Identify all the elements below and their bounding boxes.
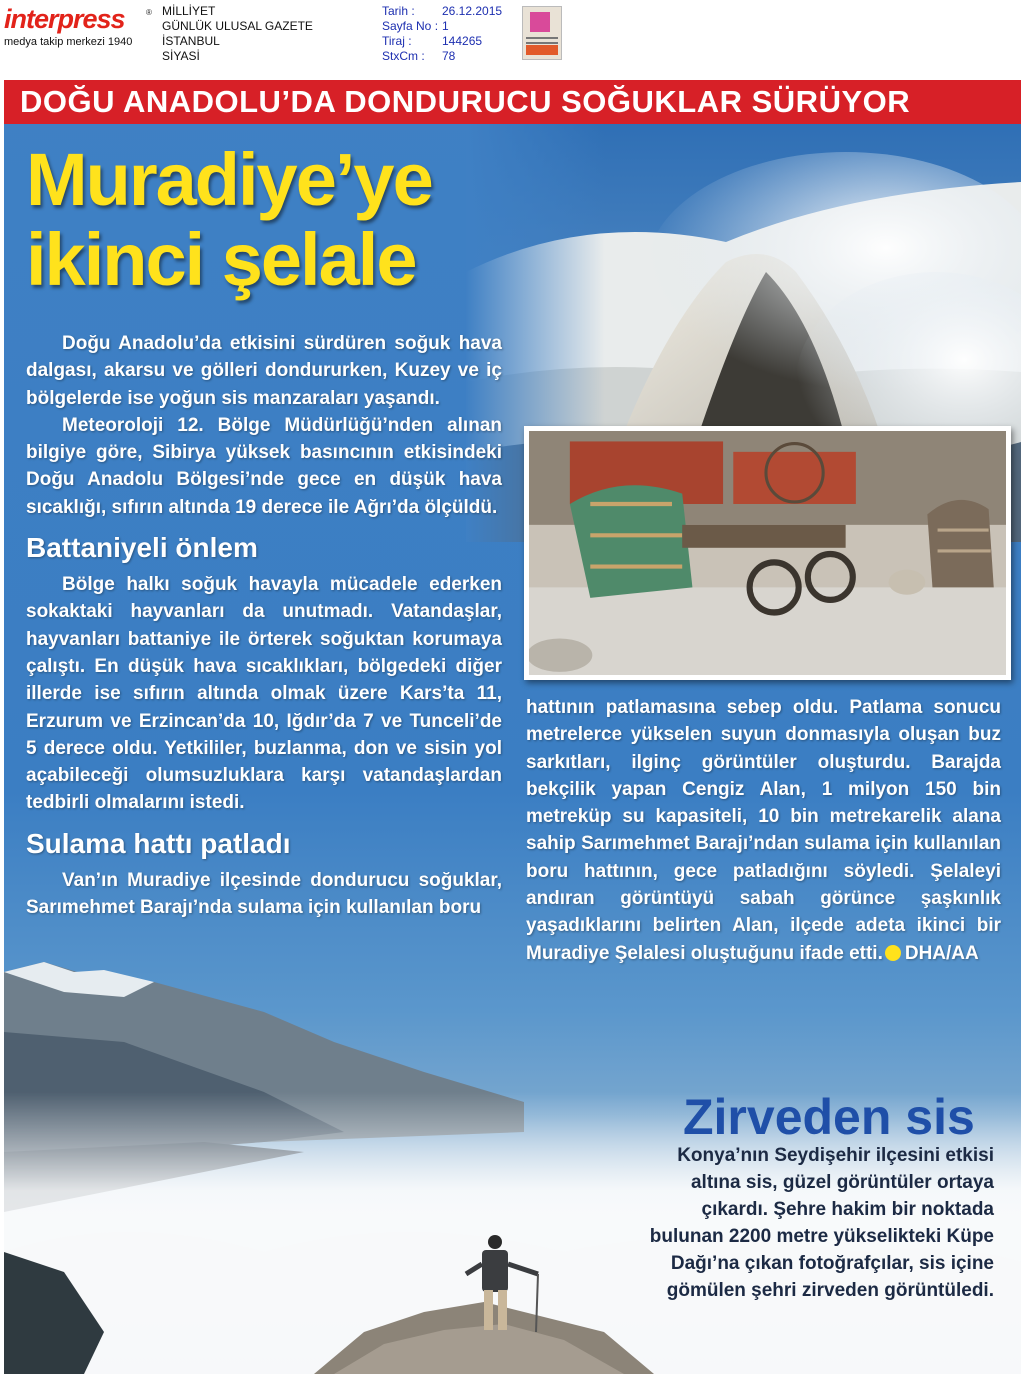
clipping-meta — [382, 4, 502, 64]
headline — [26, 140, 432, 300]
logo-registered-mark: ® — [146, 8, 152, 17]
publication-info — [162, 4, 313, 64]
paragraph-irrigation-text: hattının patlamasına sebep oldu. Patlama sonucu metrelerce yükselen suyun donmasıyla oluşan buz sarkıtları, ilginç görüntüler oluşturdu. Barajda bekçilik yapan Cengiz Alan, 1 milyon 150 bin metreküp su kapasiteli, 10 bin metrekarelik alana sahip Sarımehmet Barajı’ndan sulama için kullanılan boru hattının, gece patladığını söyledi. Şelaleyi andıran görüntüyü sabah görünce şaşkınlık yaşadıklarını belirten Alan, ilçede adeta ikinci bir Muradiye Şelalesi oluştuğunu ifade etti. — [526, 697, 1001, 964]
photo-credit: DHA/AA — [904, 942, 979, 964]
section-banner — [4, 80, 1021, 124]
blanketed-donkeys-photo — [524, 426, 1011, 680]
clipping-header — [0, 0, 1021, 76]
logo-wordmark: interpress — [4, 4, 125, 34]
interpress-logo — [4, 4, 152, 50]
article-column-right — [526, 694, 1001, 967]
meta-row-stxcm: StxCm : 78 — [382, 49, 456, 63]
subheading-irrigation: Sulama hattı patladı — [26, 827, 291, 859]
headline-line-1: Muradiye’ye — [26, 138, 432, 221]
banner-title: DOĞU ANADOLU’DA DONDURUCU SOĞUKLAR SÜRÜYOR — [20, 84, 911, 119]
publication-type: GÜNLÜK ULUSAL GAZETE — [162, 19, 313, 33]
paragraph-irrigation-start: Van’ın Muradiye ilçesinde dondurucu soğuklar, Sarımehmet Barajı’nda sulama için kullanılan boru — [26, 869, 502, 919]
publication-name: MİLLİYET — [162, 4, 216, 18]
meta-row-circulation: Tiraj : 144265 — [382, 34, 483, 48]
paragraph-intro: Doğu Anadolu’da etkisini sürdüren soğuk hava dalgası, akarsu ve gölleri dondururken, Kuzey ve iç bölgelerde ise yoğun sis manzaraları yaşandı. — [26, 333, 502, 409]
page-thumbnail[interactable] — [522, 6, 562, 60]
meta-row-page: Sayfa No : 1 — [382, 19, 449, 33]
paragraph-irrigation-cont — [526, 694, 1001, 967]
paragraph-meteorology: Meteoroloji 12. Bölge Müdürlüğü’nden alınan bilgiye göre, Sibirya yüksek basıncının etkisindeki Doğu Anadolu Bölgesi’nde gece en düşük hava sıcaklığı, sıfırın altında 19 derece ile Ağrı’da ölçüldü. — [26, 414, 502, 518]
meta-row-date: Tarih : 26.12.2015 — [382, 4, 503, 18]
publication-category: SİYASİ — [162, 49, 200, 63]
publication-city: İSTANBUL — [162, 34, 220, 48]
subheading-blanket: Battaniyeli önlem — [26, 532, 258, 564]
paragraph-blanket: Bölge halkı soğuk havayla mücadele ederken sokaktaki hayvanları da unutmadı. Vatandaşlar, hayvanları battaniye ile örterek soğuktan korumaya çalıştı. En düşük hava sıcaklıkları, bölgedeki diğer illerde ise sıfırın altında olmak üzere Kars’ta 11, Erzurum ve Erzincan’da 10, Iğdır’da 7 ve Tunceli’de 5 derece oldu. Yetkililer, buzlanma, don ve sisin yol açabileceği olumsuzluklara karşı vatandaşlardan tedbirli olmalarını istedi. — [26, 574, 502, 814]
newspaper-article — [4, 80, 1021, 1374]
sidebar-title: Zirveden sis — [683, 1089, 975, 1145]
sidebar-text: Konya’nın Seydişehir ilçesini etkisi altına sis, güzel görüntüler ortaya çıkardı. Şehre hakim bir noktada bulunan 2200 metre yükselikteki Küpe Dağı’na çıkan fotoğrafçılar, sis içine gömülen şehri zirveden görüntüledi. — [649, 1145, 994, 1301]
article-column-left — [26, 330, 502, 921]
logo-tagline: medya takip merkezi 1940 — [4, 36, 133, 48]
headline-line-2: ikinci şelale — [26, 218, 416, 301]
